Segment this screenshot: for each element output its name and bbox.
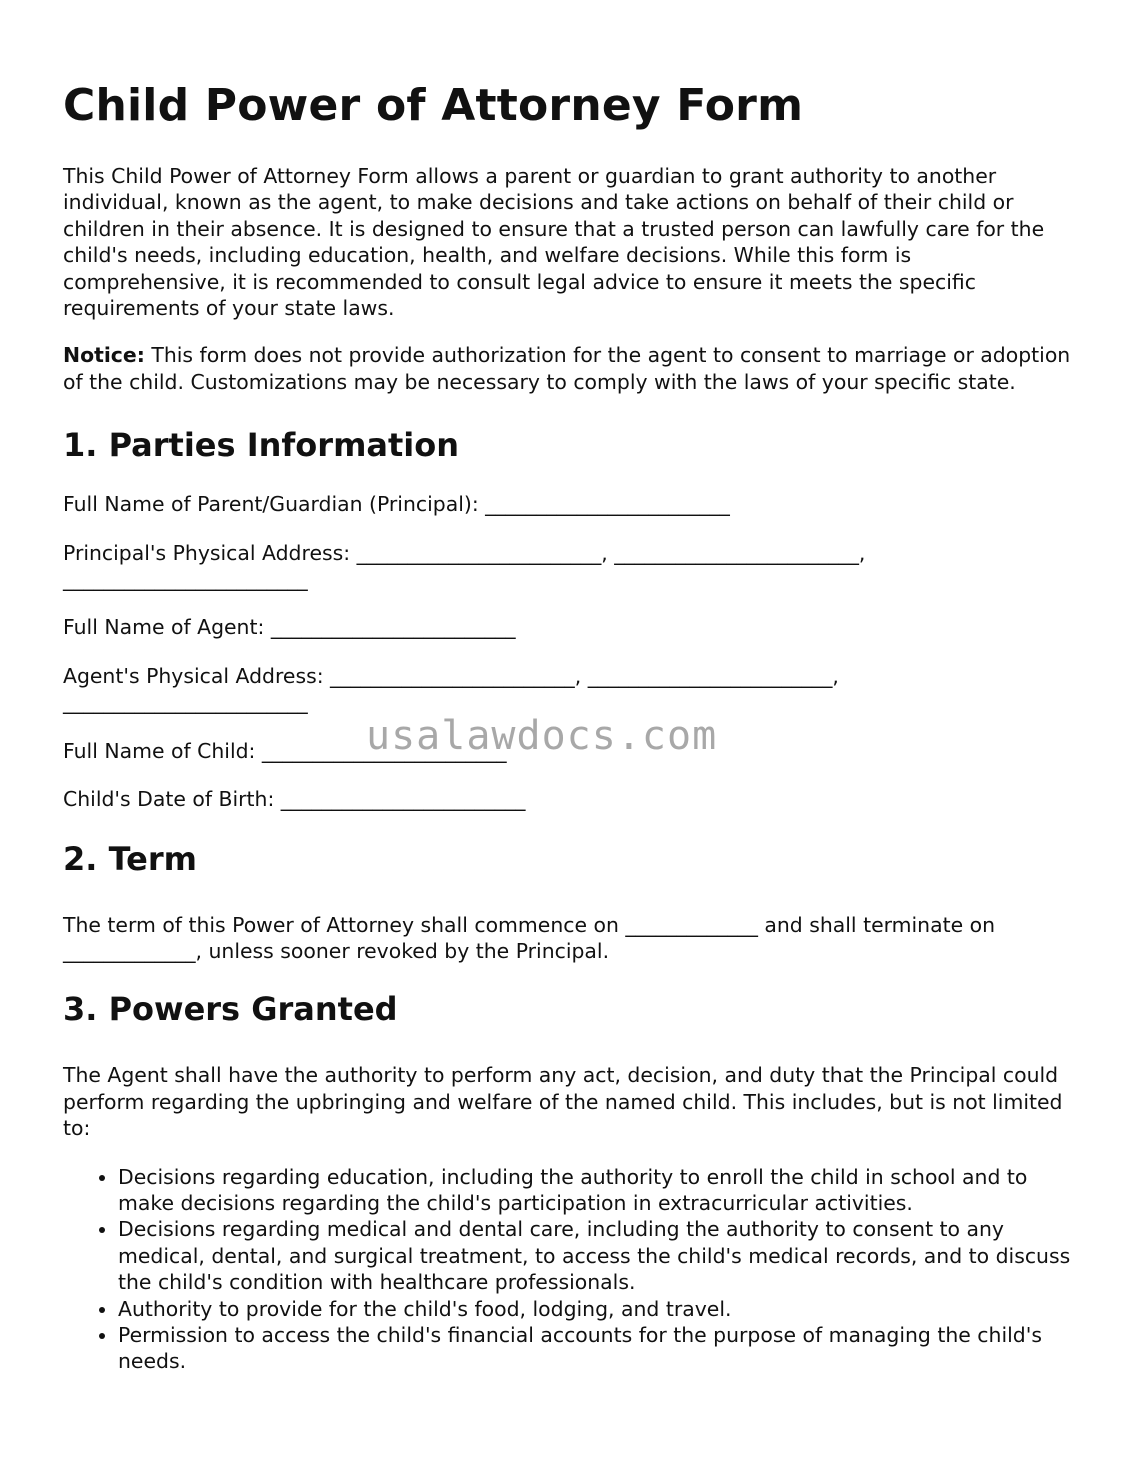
agent-name-field: Full Name of Agent: ________________________ bbox=[63, 615, 516, 640]
notice-text: This form does not provide authorization for the agent to consent to marriage or adoption of the child. Customizations may be necessary to comply with the laws of your specific state. bbox=[63, 343, 1071, 394]
section-heading-term: 2. Term bbox=[63, 839, 197, 878]
notice-label: Notice: bbox=[63, 343, 145, 368]
list-item: • Authority to provide for the child's food, lodging, and travel. bbox=[118, 1296, 1073, 1322]
notice-paragraph bbox=[63, 342, 1073, 395]
powers-list bbox=[63, 1164, 1073, 1375]
document-page bbox=[63, 0, 1073, 1375]
document-title: Child Power of Attorney Form bbox=[63, 80, 804, 131]
child-dob-field: Child's Date of Birth: ________________________ bbox=[63, 787, 526, 812]
list-item: • Decisions regarding medical and dental care, including the authority to consent to any medical, dental, and surgical treatment, to access the child's medical records, and to discuss the child's condition with healthcare professionals. bbox=[118, 1216, 1073, 1295]
list-item: • Decisions regarding education, including the authority to enroll the child in school and to make decisions regarding the child's participation in extracurricular activities. bbox=[118, 1164, 1073, 1217]
term-paragraph: The term of this Power of Attorney shall commence on _____________ and shall terminate on _____________, unless sooner revoked by the Principal. bbox=[63, 912, 996, 963]
child-name-field: Full Name of Child: ________________________ bbox=[63, 738, 507, 763]
section-heading-powers: 3. Powers Granted bbox=[63, 990, 398, 1029]
agent-address-field-line2: ________________________ bbox=[63, 690, 308, 715]
powers-paragraph: The Agent shall have the authority to perform any act, decision, and duty that the Principal could perform regarding the upbringing and welfare of the named child. This includes, but is not limited to: bbox=[63, 1063, 1063, 1141]
principal-address-field-line2: ________________________ bbox=[63, 567, 308, 592]
list-item: • Permission to access the child's financial accounts for the purpose of managing the child's needs. bbox=[118, 1322, 1073, 1375]
watermark: usalawdocs.com bbox=[366, 713, 718, 759]
intro-paragraph: This Child Power of Attorney Form allows a parent or guardian to grant authority to another individual, known as the agent, to make decisions and take actions on behalf of their child or children in their absence. It is designed to ensure that a trusted person can lawfully care for the child's needs, including education, health, and welfare decisions. While this form is comprehensive, it is recommended to consult legal advice to ensure it meets the specific requirements of your state laws. bbox=[63, 164, 1045, 321]
principal-name-field: Full Name of Parent/Guardian (Principal): ________________________ bbox=[63, 492, 730, 517]
principal-address-field: Principal's Physical Address: ________________________, ________________________, bbox=[63, 540, 866, 565]
section-heading-parties: 1. Parties Information bbox=[63, 426, 460, 465]
agent-address-field: Agent's Physical Address: ________________________, ________________________, bbox=[63, 663, 839, 688]
